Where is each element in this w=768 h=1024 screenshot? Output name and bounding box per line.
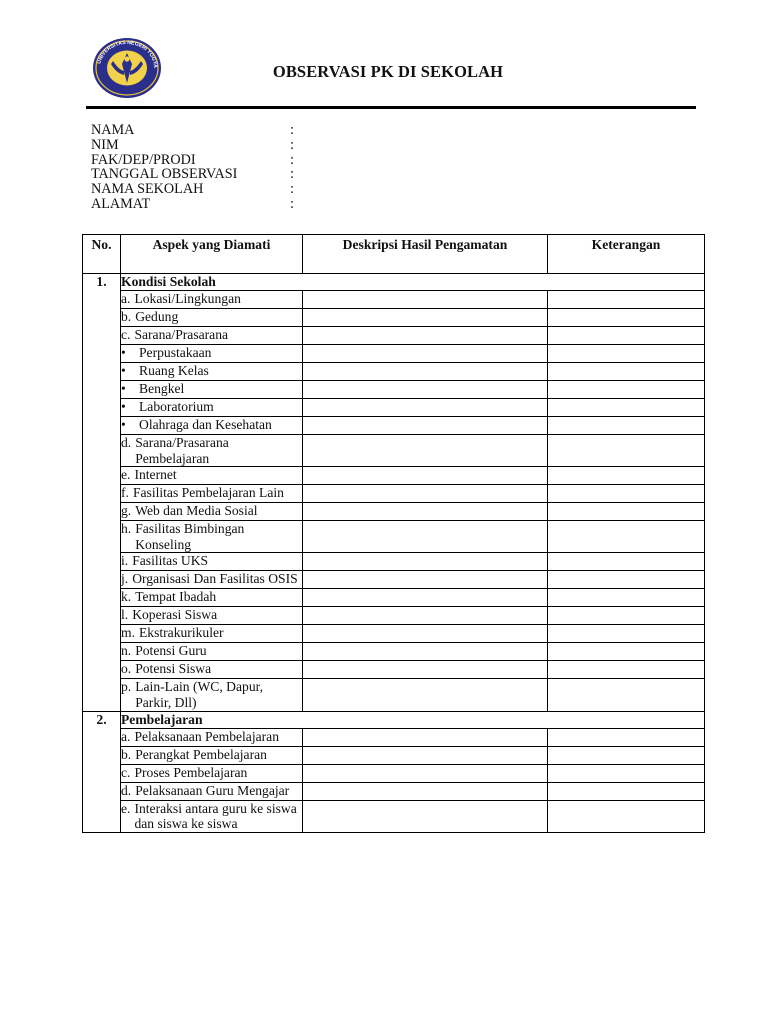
table-row [83, 327, 705, 345]
table-row [83, 625, 705, 643]
description-cell[interactable] [303, 381, 548, 399]
description-cell[interactable] [303, 782, 548, 800]
info-label: FAK/DEP/PRODI [91, 151, 196, 168]
aspect-cell [121, 607, 303, 625]
remarks-cell[interactable] [548, 782, 705, 800]
description-cell[interactable] [303, 309, 548, 327]
aspect-cell [121, 589, 303, 607]
info-row-alamat [91, 195, 294, 212]
aspect-cell [121, 467, 303, 485]
aspect-label: Interaksi antara guru ke siswa dan siswa ke siswa [134, 800, 297, 832]
aspect-cell [121, 782, 303, 800]
aspect-label: Potensi Guru [135, 643, 207, 659]
table-row [83, 800, 705, 832]
aspect-label: Pelaksanaan Guru Mengajar [135, 782, 290, 798]
description-cell[interactable] [303, 503, 548, 521]
remarks-cell[interactable] [548, 291, 705, 309]
remarks-cell[interactable] [548, 345, 705, 363]
info-row-fak-dep-prodi [91, 151, 294, 168]
aspect-cell [121, 435, 303, 467]
header-deskripsi: Deskripsi Hasil Pengamatan [303, 235, 548, 274]
logo-text: UNIVERSITAS NEGERI YOGYA [96, 39, 159, 69]
description-cell[interactable] [303, 399, 548, 417]
aspect-cell [121, 679, 303, 711]
page-title: OBSERVASI PK DI SEKOLAH [272, 62, 504, 81]
item-marker: h. [121, 521, 132, 537]
remarks-cell[interactable] [548, 363, 705, 381]
remarks-cell[interactable] [548, 764, 705, 782]
table-row [83, 728, 705, 746]
section-row [83, 711, 705, 728]
aspect-cell [121, 363, 303, 381]
table-row [83, 485, 705, 503]
aspect-label: Koperasi Siswa [132, 607, 218, 623]
aspect-label: Proses Pembelajaran [134, 764, 248, 780]
description-cell[interactable] [303, 661, 548, 679]
aspect-cell [121, 345, 303, 363]
item-marker: a. [121, 728, 131, 744]
aspect-label: Bengkel [139, 381, 185, 396]
aspect-label: Organisasi Dan Fasilitas OSIS [132, 571, 298, 587]
description-cell[interactable] [303, 571, 548, 589]
table-row [83, 553, 705, 571]
aspect-cell [121, 553, 303, 571]
aspect-label: Ekstrakurikuler [138, 625, 224, 641]
aspect-cell [121, 625, 303, 643]
item-marker: c. [121, 764, 131, 780]
remarks-cell[interactable] [548, 485, 705, 503]
item-marker: b. [121, 309, 132, 324]
info-label: ALAMAT [91, 195, 151, 212]
aspect-cell [121, 327, 303, 345]
description-cell[interactable] [303, 625, 548, 643]
remarks-cell[interactable] [548, 661, 705, 679]
header-no: No. [83, 235, 121, 274]
remarks-cell[interactable] [548, 607, 705, 625]
aspect-label: Lain-Lain (WC, Dapur, Parkir, Dll) [135, 679, 263, 710]
info-colon: : [290, 122, 294, 138]
table-row [83, 435, 705, 467]
aspect-cell [121, 571, 303, 589]
table-row [83, 503, 705, 521]
description-cell[interactable] [303, 521, 548, 553]
aspect-label: Pelaksanaan Pembelajaran [134, 728, 279, 744]
item-marker: c. [121, 327, 131, 342]
description-cell[interactable] [303, 291, 548, 309]
info-row-nama [91, 122, 294, 138]
bullet-marker: • [121, 381, 126, 396]
aspect-label: Web dan Media Sosial [135, 503, 258, 519]
item-marker: a. [121, 291, 131, 306]
aspect-cell [121, 399, 303, 417]
header-aspek: Aspek yang Diamati [121, 235, 303, 274]
table-row [83, 345, 705, 363]
description-cell[interactable] [303, 764, 548, 782]
info-colon: : [290, 151, 294, 168]
info-label: NAMA [91, 122, 135, 138]
table-row [83, 467, 705, 485]
info-colon: : [290, 181, 294, 198]
item-marker: m. [121, 625, 135, 641]
table-row [83, 309, 705, 327]
aspect-label: Potensi Siswa [135, 661, 212, 677]
remarks-cell[interactable] [548, 399, 705, 417]
info-colon: : [290, 166, 294, 183]
info-row-nim [91, 136, 294, 153]
item-marker: i. [121, 553, 129, 569]
table-row [83, 746, 705, 764]
remarks-cell[interactable] [548, 679, 705, 711]
table-row [83, 291, 705, 309]
aspect-label: Fasilitas UKS [132, 553, 209, 569]
aspect-cell [121, 746, 303, 764]
info-row-tanggal-observasi [91, 166, 294, 183]
aspect-label: Fasilitas Pembelajaran Lain [132, 485, 284, 501]
remarks-cell[interactable] [548, 381, 705, 399]
item-marker: g. [121, 503, 132, 519]
item-marker: o. [121, 661, 132, 677]
bullet-marker: • [121, 345, 126, 360]
remarks-cell[interactable] [548, 728, 705, 746]
section-title: Pembelajaran [121, 711, 705, 728]
item-marker: e. [121, 467, 131, 483]
section-number: 1. [83, 274, 121, 712]
aspect-label: Ruang Kelas [139, 363, 209, 378]
description-cell[interactable] [303, 589, 548, 607]
item-marker: l. [121, 607, 129, 623]
table-row [83, 571, 705, 589]
remarks-cell[interactable] [548, 309, 705, 327]
remarks-cell[interactable] [548, 417, 705, 435]
item-marker: n. [121, 643, 132, 659]
remarks-cell[interactable] [548, 435, 705, 467]
remarks-cell[interactable] [548, 800, 705, 832]
item-marker: b. [121, 746, 132, 762]
description-cell[interactable] [303, 728, 548, 746]
info-label: NIM [91, 136, 119, 153]
aspect-cell [121, 661, 303, 679]
section-title: Kondisi Sekolah [121, 274, 705, 291]
aspect-cell [121, 485, 303, 503]
aspect-cell [121, 381, 303, 399]
table-row [83, 782, 705, 800]
table-row [83, 399, 705, 417]
item-marker: f. [121, 485, 129, 501]
aspect-cell [121, 764, 303, 782]
section-row [83, 274, 705, 291]
aspect-label: Lokasi/Lingkungan [134, 291, 241, 306]
section-number: 2. [83, 711, 121, 832]
description-cell[interactable] [303, 363, 548, 381]
table-row [83, 661, 705, 679]
remarks-cell[interactable] [548, 589, 705, 607]
table-body [83, 274, 705, 833]
aspect-cell [121, 309, 303, 327]
description-cell[interactable] [303, 679, 548, 711]
info-label: NAMA SEKOLAH [91, 181, 204, 198]
remarks-cell[interactable] [548, 746, 705, 764]
info-colon: : [290, 136, 294, 153]
item-marker: d. [121, 435, 132, 450]
remarks-cell[interactable] [548, 553, 705, 571]
aspect-label: Olahraga dan Kesehatan [139, 417, 272, 432]
header-keterangan: Keterangan [548, 235, 705, 274]
aspect-cell [121, 728, 303, 746]
description-cell[interactable] [303, 607, 548, 625]
remarks-cell[interactable] [548, 467, 705, 485]
description-cell[interactable] [303, 485, 548, 503]
item-marker: d. [121, 782, 132, 798]
table-row [83, 607, 705, 625]
description-cell[interactable] [303, 643, 548, 661]
aspect-label: Perangkat Pembelajaran [135, 746, 267, 762]
aspect-label: Sarana/Prasarana Pembelajaran [135, 435, 229, 466]
info-label: TANGGAL OBSERVASI [91, 166, 238, 183]
info-row-nama-sekolah [91, 181, 294, 198]
description-cell[interactable] [303, 435, 548, 467]
table-row [83, 643, 705, 661]
description-cell[interactable] [303, 467, 548, 485]
description-cell[interactable] [303, 553, 548, 571]
aspect-cell [121, 800, 303, 832]
description-cell[interactable] [303, 345, 548, 363]
table-row [83, 589, 705, 607]
aspect-cell [121, 503, 303, 521]
aspect-cell [121, 521, 303, 553]
observation-table [82, 234, 705, 833]
aspect-label: Laboratorium [139, 399, 214, 414]
bullet-marker: • [121, 399, 126, 414]
table-row [83, 764, 705, 782]
item-marker: j. [121, 571, 129, 587]
aspect-cell [121, 417, 303, 435]
remarks-cell[interactable] [548, 571, 705, 589]
bullet-marker: • [121, 417, 126, 432]
bullet-marker: • [121, 363, 126, 378]
remarks-cell[interactable] [548, 327, 705, 345]
aspect-cell [121, 291, 303, 309]
aspect-label: Tempat Ibadah [135, 589, 217, 605]
table-row [83, 679, 705, 711]
identity-fields [91, 122, 294, 212]
aspect-label: Perpustakaan [139, 345, 212, 360]
description-cell[interactable] [303, 327, 548, 345]
aspect-cell [121, 643, 303, 661]
aspect-label: Sarana/Prasarana [134, 327, 229, 342]
aspect-label: Gedung [135, 309, 179, 324]
aspect-label: Fasilitas Bimbingan Konseling [135, 521, 245, 552]
description-cell[interactable] [303, 746, 548, 764]
description-cell[interactable] [303, 417, 548, 435]
table-row [83, 521, 705, 553]
table-row [83, 363, 705, 381]
item-marker: k. [121, 589, 132, 605]
aspect-label: Internet [134, 467, 177, 483]
university-logo [91, 37, 163, 99]
table-row [83, 417, 705, 435]
table-header-row [83, 235, 705, 274]
item-marker: p. [121, 679, 132, 695]
remarks-cell[interactable] [548, 625, 705, 643]
remarks-cell[interactable] [548, 503, 705, 521]
remarks-cell[interactable] [548, 643, 705, 661]
remarks-cell[interactable] [548, 521, 705, 553]
item-marker: e. [121, 800, 131, 816]
info-colon: : [290, 195, 294, 212]
title-divider [86, 106, 696, 109]
description-cell[interactable] [303, 800, 548, 832]
table-row [83, 381, 705, 399]
